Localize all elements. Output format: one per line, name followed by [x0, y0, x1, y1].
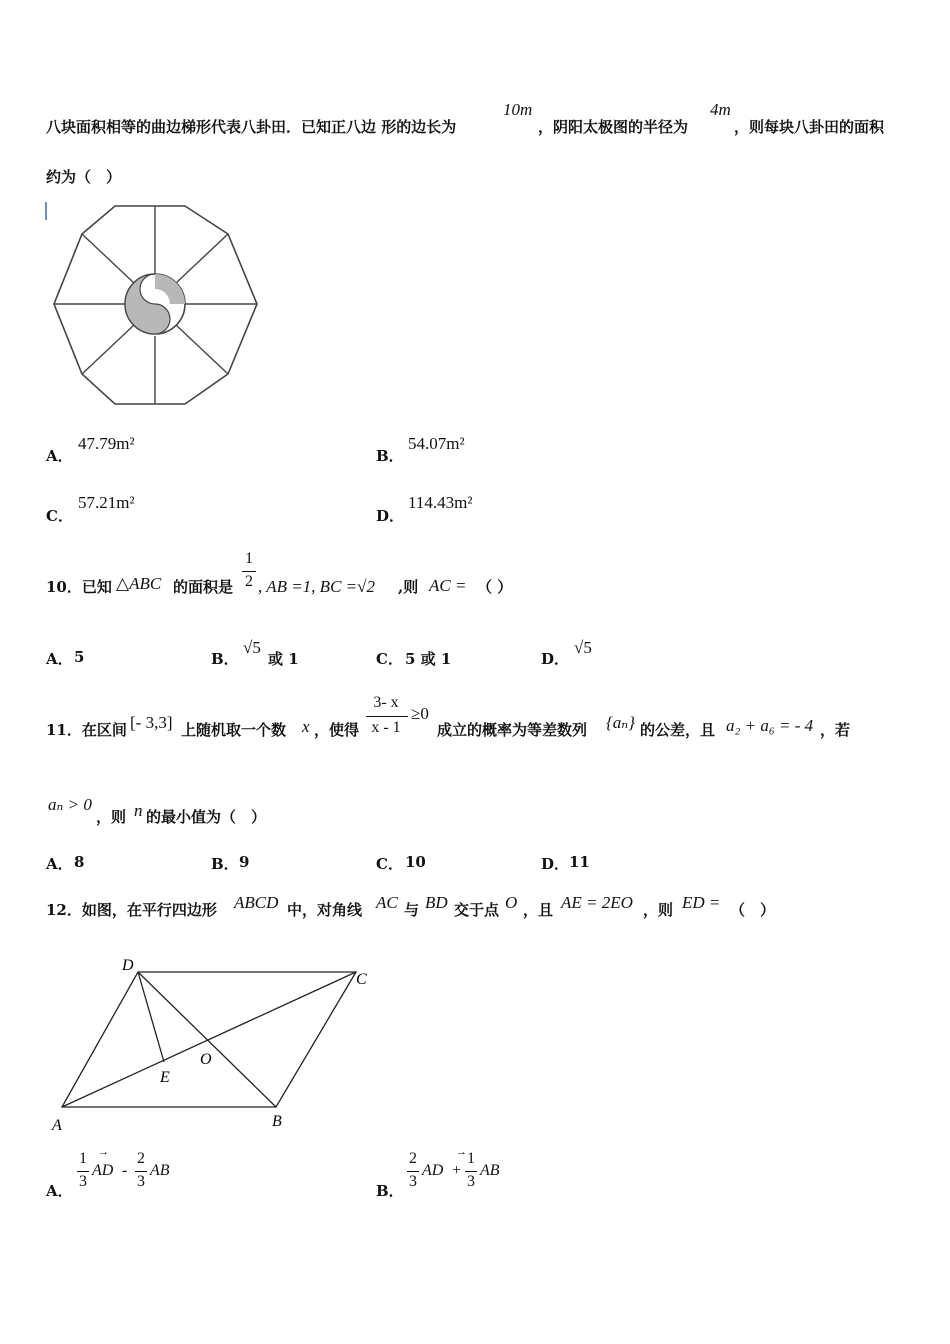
q10-ask: AC = [429, 576, 467, 595]
q11-cond: a₂ + a₆ = - 4 [726, 716, 814, 735]
q9-radius: 4m [710, 100, 731, 119]
q9-text-a: 八块面积相等的曲边梯形代表八卦田．已知正八边 形的边长为 [46, 118, 457, 136]
q9-option-c-value[interactable]: 57.21m² [78, 493, 135, 512]
q12-a-bar2 [135, 1171, 147, 1172]
q12-b-bar2 [465, 1171, 477, 1172]
q12-text-b: 与 [404, 901, 420, 919]
q12-option-b-expr[interactable] [406, 1146, 516, 1202]
parallelogram-figure [46, 952, 386, 1137]
q9-option-b-label[interactable]: B． [376, 447, 404, 465]
q12-ac: AC [376, 893, 398, 912]
q11-text-d: 的公差，且 [640, 721, 716, 739]
q12-option-a-expr[interactable] [76, 1146, 186, 1202]
q10-option-d-value[interactable]: √5 [574, 638, 592, 657]
q9-text-b: ，阴阳太极图的半径为 [538, 118, 689, 136]
diagonal-bd [138, 972, 276, 1107]
q12-option-a-label[interactable]: A． [46, 1182, 73, 1200]
q11-text-c: 成立的概率为等差数列 [437, 721, 588, 739]
q10-option-b-suffix[interactable]: 或 1 [268, 650, 299, 668]
q12-b-bar1 [407, 1171, 419, 1172]
q10-option-a-label[interactable]: A． [46, 650, 73, 668]
q11-option-d-value[interactable]: 11 [569, 853, 590, 871]
q10-option-b-label[interactable]: B． [211, 650, 239, 668]
q11-text-f: ，则 [96, 808, 127, 826]
q11-option-b-value[interactable]: 9 [239, 853, 250, 871]
q12-option-b-label[interactable]: B． [376, 1182, 404, 1200]
q9-option-b-value[interactable]: 54.07m² [408, 434, 465, 453]
q10-option-c-label[interactable]: C． [376, 650, 403, 668]
q12-b-op: + [452, 1162, 462, 1179]
q10-triangle: △ABC [116, 574, 162, 593]
q12-b-arrow2: → [456, 1146, 467, 1158]
q11-prefix: 11．在区间 [46, 721, 127, 739]
label-d: D [122, 957, 134, 974]
q10-half-bar [242, 571, 256, 572]
q10-half-num: 1 [245, 550, 253, 567]
diagonal-ac [62, 972, 356, 1107]
q12-b-v1: AD [422, 1162, 444, 1179]
taiji-symbol [125, 274, 185, 334]
q11-text-b: ，使得 [314, 721, 360, 739]
q12-a-v1: AD [92, 1162, 114, 1179]
q11-option-c-value[interactable]: 10 [405, 853, 426, 871]
q12-a-d1: 3 [79, 1173, 87, 1190]
q12-a-v2: AB [150, 1162, 170, 1179]
q9-text-d: 约为（ ） [46, 168, 122, 186]
q10-prefix: 10．已知 [46, 578, 112, 596]
q11-option-a-label[interactable]: A． [46, 855, 73, 873]
q9-option-d-label[interactable]: D． [376, 507, 405, 525]
q11-frac-den: x - 1 [371, 719, 401, 736]
q11-ineq: ≥0 [411, 704, 429, 723]
q9-option-c-label[interactable]: C． [46, 507, 73, 525]
q12-text-e: ，则 [643, 901, 674, 919]
q11-option-b-label[interactable]: B． [211, 855, 239, 873]
q12-a-d2: 3 [137, 1173, 145, 1190]
q12-bd: BD [425, 893, 448, 912]
q9-option-a-value[interactable]: 47.79m² [78, 434, 135, 453]
q11-var-n: n [134, 801, 143, 820]
q11-text-a: 上随机取一个数 [181, 721, 287, 739]
label-e: E [160, 1069, 170, 1086]
q12-abcd: ABCD [234, 893, 279, 912]
q11-frac-bar [366, 716, 408, 717]
q11-text-g: 的最小值为（ ） [146, 808, 267, 826]
label-b: B [272, 1113, 282, 1130]
q12-text-a: 中，对角线 [287, 901, 363, 919]
octagon-taiji-figure [44, 200, 264, 412]
q12-b-d2: 3 [467, 1173, 475, 1190]
q12-b-n1: 2 [409, 1150, 417, 1167]
q10-option-d-label[interactable]: D． [541, 650, 570, 668]
q12-o: O [505, 893, 518, 912]
label-c: C [356, 971, 367, 988]
q9-option-a-label[interactable]: A． [46, 447, 73, 465]
q12-a-bar1 [77, 1171, 89, 1172]
q11-interval: [- 3,3] [130, 713, 173, 732]
q11-seq: {aₙ} [606, 713, 635, 732]
q10-paren: （ ） [477, 578, 513, 596]
q10-text-then: ,则 [398, 578, 419, 596]
q12-ed: ED = [682, 893, 721, 912]
q11-text-e: ，若 [820, 721, 851, 739]
q9-option-d-value[interactable]: 114.43m² [408, 493, 473, 512]
q9-side-length: 10m [503, 100, 533, 119]
q9-line-1 [46, 116, 456, 137]
q12-prefix: 12．如图，在平行四边形 [46, 901, 217, 919]
q12-b-d1: 3 [409, 1173, 417, 1190]
q11-option-c-label[interactable]: C． [376, 855, 403, 873]
q12-text-d: ，且 [523, 901, 554, 919]
q10-conditions: , AB =1, BC =√2 [258, 577, 375, 596]
q11-cond2: aₙ > 0 [48, 795, 92, 814]
q12-text-c: 交于点 [454, 901, 500, 919]
q10-half-den: 2 [245, 573, 253, 590]
q12-b-n2: 1 [467, 1150, 475, 1167]
q10-option-c-value[interactable]: 5 或 1 [405, 650, 452, 668]
q12-a-n2: 2 [137, 1150, 145, 1167]
q12-b-v2: AB [480, 1162, 500, 1179]
q12-a-op: - [122, 1162, 128, 1179]
label-a: A [52, 1117, 62, 1134]
label-o: O [200, 1051, 212, 1068]
q9-text-c: ，则每块八卦田的面积 [734, 118, 885, 136]
q11-option-a-value[interactable]: 8 [74, 853, 85, 871]
q11-var-x: x [302, 717, 310, 736]
q10-option-a-value[interactable]: 5 [74, 648, 85, 666]
q12-paren: （ ） [730, 901, 776, 919]
q10-option-b-value[interactable]: √5 [243, 638, 261, 657]
q12-a-arrow1: → [98, 1146, 109, 1158]
q10-text-area: 的面积是 [173, 578, 234, 596]
q11-option-d-label[interactable]: D． [541, 855, 570, 873]
q11-frac-num: 3- x [373, 694, 399, 711]
q12-cond: AE = 2EO [561, 893, 633, 912]
q12-a-n1: 1 [79, 1150, 87, 1167]
